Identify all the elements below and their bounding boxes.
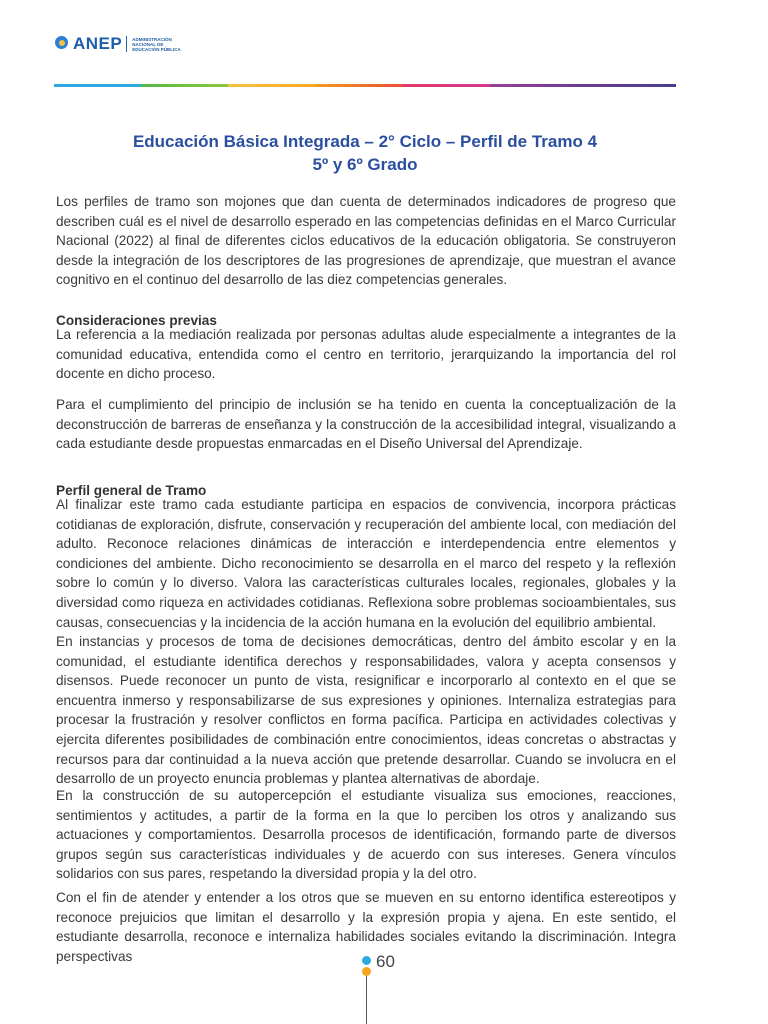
logo-text: ANEP: [73, 34, 123, 53]
logo-subtext: ADMINISTRACIÓN NACIONAL DE EDUCACIÓN PÚBLICA: [132, 36, 181, 52]
title-line-1: Educación Básica Integrada – 2° Ciclo – Perfil de Tramo 4: [132, 132, 598, 151]
consideraciones-paragraph-1: La referencia a la mediación realizada por personas adultas alude especialmente a integrantes de la comunidad educativa, entendida como el centro en territorio, jerarquizando la importancia del rol docente en dicho proceso.: [56, 327, 676, 382]
intro-paragraph: Los perfiles de tramo son mojones que dan cuenta de determinados indicadores de progreso que describen cuál es el nivel de desarrollo esperado en las competencias definidas en el Marco Curricular Nacional (2022) al final de diferentes ciclos educativos de la educación obligatoria. Se construyeron desde la integración de los descriptores de las progresiones de aprendizaje, que muestran el avance cognitivo en el continuo del desarrollo de las diez competencias generales.: [56, 194, 676, 288]
section-heading-consideraciones: Consideraciones previas: [56, 313, 217, 328]
logo-divider: [126, 36, 127, 52]
perfil-paragraph-4: Con el fin de atender y entender a los otros que se mueven en su entorno identifica estereotipos y reconoce prejuicios que limitan el desarrollo y la expresión propia y ajena. En este sentido, el estudiante desarrolla, reconoce e internaliza habilidades sociales evitando la discriminación. Integra perspectivas: [56, 890, 676, 964]
section-heading-perfil: Perfil general de Tramo: [56, 483, 207, 498]
anep-emblem-icon: [54, 35, 70, 53]
rainbow-divider: [54, 84, 676, 87]
page-number: 60: [376, 952, 395, 971]
perfil-paragraph-1: Al finalizar este tramo cada estudiante participa en espacios de convivencia, incorpora prácticas cotidianas de exploración, disfrute, conservación y recuperación del ambiente local, con mediación del adulto. Reconoce relaciones dinámicas de interacción e interdependencia entre elementos y condiciones del ambiente. Dicho reconocimiento se desarrolla en el marco del respeto y la reflexión sobre lo común y lo diverso. Valora las características culturales locales, regionales, globales y la diversidad como riqueza en actividades cotidianas. Reflexiona sobre problemas socioambientales, sus causas, consecuencias y la incidencia de la acción humana en la evolución del equilibrio ambiental.: [56, 497, 676, 630]
vertical-line: [366, 976, 367, 1024]
perfil-paragraph-2: En instancias y procesos de toma de decisiones democráticas, dentro del ámbito escolar y en la comunidad, el estudiante identifica derechos y responsabilidades, valora y acepta consensos y disensos. Puede reconocer un punto de vista, resignificar e incorporarlo al contexto en el que se encuentra inmerso y responsabilizarse de sus expresiones y opiniones. Internaliza estrategias para procesar la frustración y resolver conflictos en forma pacífica. Participa en actividades colectivas y ejercita diferentes posibilidades de combinación entre conocimientos, ideas concretas o abstractas y recursos para dar continuidad a la nueva acción que pretende desarrollar. Cuando se involucra en el desarrollo de un proyecto enuncia problemas y plantea alternativas de abordaje.: [56, 634, 676, 787]
orange-dot-icon: [362, 967, 371, 976]
page-number-marker: [362, 950, 422, 1024]
consideraciones-paragraph-2: Para el cumplimiento del principio de inclusión se ha tenido en cuenta la conceptualización de la deconstrucción de barreras de enseñanza y la construcción de la accesibilidad integral, visualizando a cada estudiante desde propuestas enmarcadas en el Diseño Universal del Aprendizaje.: [56, 397, 676, 452]
perfil-paragraph-3: En la construcción de su autopercepción el estudiante visualiza sus emociones, reacciones, sentimientos y actitudes, a partir de la forma en la que lo perciben los otros y analizando sus actuaciones y comportamientos. Desarrolla procesos de identificación, formando parte de diversos grupos según sus características individuales y de acuerdo con sus intereses. Genera vínculos solidarios con sus pares, respetando la diversidad propia y la del otro.: [56, 788, 676, 882]
title-line-2: 5º y 6º Grado: [312, 155, 418, 174]
page-title: [54, 130, 676, 176]
anep-logo: [54, 34, 181, 54]
blue-dot-icon: [362, 956, 371, 965]
